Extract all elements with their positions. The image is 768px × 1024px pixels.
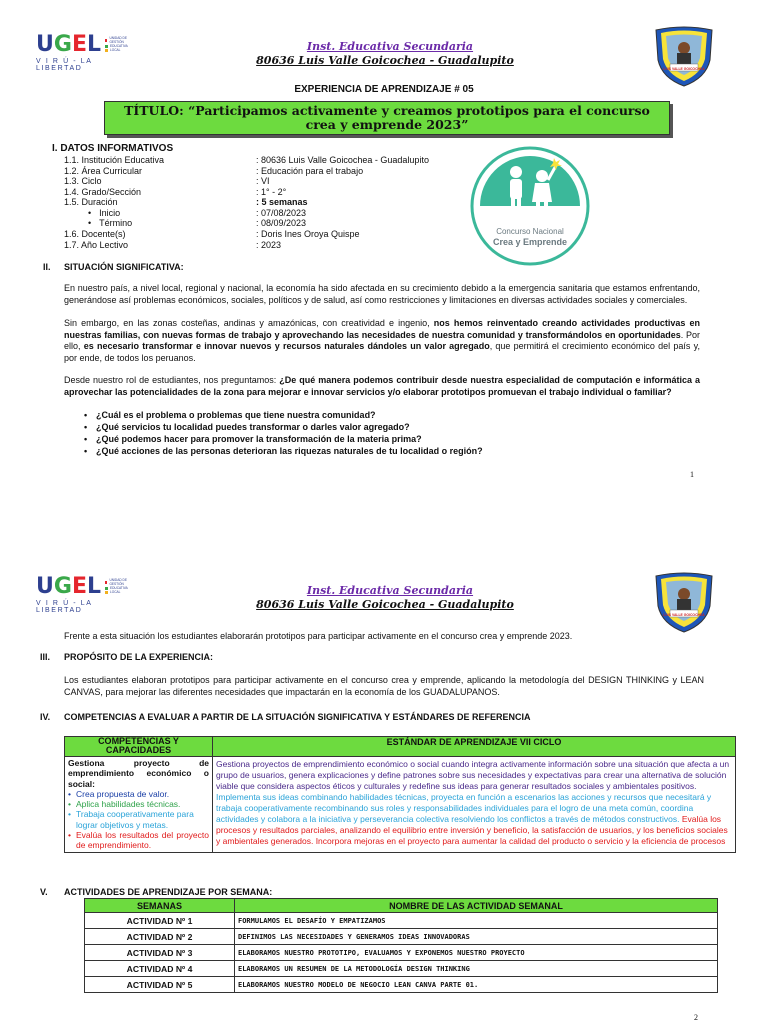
competency-name: Gestiona proyecto de emprendimiento económico o social: [68, 758, 209, 789]
capacity-item: • Evalúa los resultados del proyecto de emprendimiento. [68, 830, 209, 851]
ugel-side-text: EDUCATIVA [110, 586, 128, 590]
section-3-number: III. [40, 652, 51, 662]
logo-line-2: Crea y Emprende [492, 237, 568, 247]
intro-paragraph: Frente a esta situación los estudiantes elaborarán prototipos para participar activamente en el concurso crea y emprende 2023. [64, 631, 573, 641]
ugel-logo: UGEL UNIDAD DE GESTIÓN EDUCATIVA LOCAL V I R Ú - LA LIBERTAD [36, 34, 136, 74]
datos-label: Término [99, 218, 133, 228]
datos-label: 1.5. Duración [64, 197, 118, 207]
ugel-side-text: LOCAL [110, 48, 121, 52]
activity-name: ELABORAMOS UN RESUMEN DE LA METODOLOGÍA DESIGN THINKING [235, 961, 718, 977]
institution-title: Inst. Educativa Secundaria [306, 40, 474, 53]
datos-label: 1.3. Ciclo [64, 176, 102, 186]
experience-heading: EXPERIENCIA DE APRENDIZAJE # 05 [294, 84, 474, 95]
bullet-icon: • [88, 218, 92, 228]
capacity-list [68, 789, 209, 851]
school-shield-icon [652, 570, 716, 634]
para2-bold: es necesario transformar e innovar nuevos y recursos naturales dándoles un valor agregado [83, 341, 490, 351]
section-2-number: II. [43, 262, 51, 272]
school-name: 80636 Luis Valle Goicochea - Guadalupito [256, 54, 514, 67]
standard-text-3: Evalúa los procesos y resultados parciales, analizando el equilibrio entre inversión y beneficio, la satisfacción de usuarios, y los beneficios sociales y ambientales generados. Incorpora mejoras en el proyecto para aumentar la calidad del producto o servicio y la eficiencia de procesos [216, 814, 728, 846]
activity-week: ACTIVIDAD Nº 1 [85, 913, 235, 929]
question-item: • ¿Qué servicios tu localidad puedes transformar o darles valor agregado? [84, 421, 684, 433]
section-5-title: ACTIVIDADES DE APRENDIZAJE POR SEMANA: [64, 887, 273, 897]
activity-week: ACTIVIDAD Nº 4 [85, 961, 235, 977]
activity-week: ACTIVIDAD Nº 3 [85, 945, 235, 961]
datos-label: 1.2. Área Curricular [64, 166, 143, 176]
section-datos-title: I. DATOS INFORMATIVOS [52, 143, 174, 154]
table-row [65, 757, 736, 853]
capacity-item: • Aplica habilidades técnicas. [68, 799, 209, 809]
ugel-side-text: LOCAL [110, 590, 121, 594]
ugel-side-text: UNIDAD DE GESTIÓN [109, 36, 127, 44]
para2-text: Sin embargo, en las zonas costeñas, andinas y amazónicas, con creatividad e ingenio, [64, 318, 434, 328]
situation-paragraph-1: En nuestro país, a nivel local, regional y nacional, la economía ha sido afectada en su crecimiento debido a la emergencia sanitaria que estamos enfrentando, generándose así problemas económicos, sociales, políticos y de salud, así como restricciones y limitaciones en diversas actividades sociales y comerciales. [64, 283, 700, 305]
table-header-row [85, 899, 718, 913]
activity-name: ELABORAMOS NUESTRO PROTOTIPO, EVALUAMOS Y EXPONEMOS NUESTRO PROYECTO [235, 945, 718, 961]
page-number: 1 [690, 470, 694, 479]
datos-value: : 08/09/2023 [256, 218, 307, 228]
activity-name: ELABORAMOS NUESTRO MODELO DE NEGOCIO LEAN CANVA PARTE 01. [235, 977, 718, 993]
para2-bold: nos hemos reinventado creando actividades productivas en nuestras familias, con nuevas formas de trabajo y aprovechando las necesidades de nuestra comunidad y transformándolos en oportunidades [64, 318, 700, 340]
datos-value: : Doris Ines Oroya Quispe [256, 229, 360, 239]
datos-value: : Educación para el trabajo [256, 166, 364, 176]
table-header: NOMBRE DE LAS ACTIVIDAD SEMANAL [235, 899, 718, 913]
table-header: ESTÁNDAR DE APRENDIZAJE VII CICLO [213, 737, 736, 757]
datos-row [64, 187, 287, 197]
ugel-subtitle: V I R Ú - LA LIBERTAD [36, 600, 93, 614]
datos-label: 1.6. Docente(s) [64, 229, 126, 239]
datos-row [64, 197, 308, 207]
page-number: 2 [694, 1013, 698, 1022]
activity-week: ACTIVIDAD Nº 2 [85, 929, 235, 945]
standard-cell [213, 757, 736, 853]
activity-name: FORMULAMOS EL DESAFÍO Y EMPATIZAMOS [235, 913, 718, 929]
para2-text: . Por ello, [64, 329, 700, 351]
datos-label: Inicio [99, 208, 121, 218]
table-row [85, 929, 718, 945]
para3-question: ¿De qué manera podemos contribuir desde nuestra especialidad de computación e informática a aprovechar las potencialidades de la zona para mejorar e innovar servicios y/o elaborar prototipos promuevan el trabajo individual o familiar? [64, 375, 700, 397]
logo-line-1: Concurso Nacional [496, 227, 564, 236]
competency-cell [65, 757, 213, 853]
para3-text: Desde nuestro rol de estudiantes, nos preguntamos: [64, 375, 280, 385]
bullet-icon: • [88, 208, 92, 218]
question-item: • ¿Cuál es el problema o problemas que tiene nuestra comunidad? [84, 409, 684, 421]
activity-name: DEFINIMOS LAS NECESIDADES Y GENERAMOS IDEAS INNOVADORAS [235, 929, 718, 945]
datos-value: : 1° - 2° [256, 187, 287, 197]
table-row [85, 977, 718, 993]
datos-value: : 80636 Luis Valle Goicochea - Guadalupito [256, 155, 429, 165]
datos-row [64, 155, 429, 165]
activities-body [85, 913, 718, 993]
datos-row [64, 229, 360, 239]
experience-title-box [104, 101, 670, 135]
datos-value: : 07/08/2023 [256, 208, 307, 218]
para2-text: , que permitirá el crecimiento económico del país y, por ende, de todos los peruanos. [64, 341, 700, 363]
ugel-subtitle: V I R Ú - LA LIBERTAD [36, 58, 93, 72]
datos-value: : VI [256, 176, 270, 186]
activities-table [84, 898, 718, 993]
table-row [85, 913, 718, 929]
section-4-title: COMPETENCIAS A EVALUAR A PARTIR DE LA SITUACIÓN SIGNIFICATIVA Y ESTÁNDARES DE REFERENCIA [64, 712, 531, 722]
datos-value: : 2023 [256, 240, 282, 250]
activity-week: ACTIVIDAD Nº 5 [85, 977, 235, 993]
question-item: • ¿Qué acciones de las personas deterioran las riquezas naturales de tu localidad o región? [84, 445, 684, 457]
situation-paragraph-3 [64, 375, 700, 398]
table-row [85, 961, 718, 977]
datos-label: 1.1. Institución Educativa [64, 155, 165, 165]
datos-label: 1.4. Grado/Sección [64, 187, 142, 197]
guiding-questions [84, 409, 684, 457]
section-5-number: V. [40, 887, 48, 897]
question-item: • ¿Qué podemos hacer para promover la transformación de la materia prima? [84, 433, 684, 445]
table-header: SEMANAS [85, 899, 235, 913]
purpose-paragraph: Los estudiantes elaboran prototipos para participar activamente en el concurso crea y emprende, aplicando la metodología del DESIGN THINKING y LEAN CANVAS, para mejorar las diferentes necesidades que impactarán en la economía de los GUADALUPANOS. [64, 675, 704, 697]
table-row [85, 945, 718, 961]
table-header: COMPETENCIAS Y CAPACIDADES [65, 737, 213, 757]
capacity-item: • Trabaja cooperativamente para lograr objetivos y metas. [68, 809, 209, 830]
section-4-number: IV. [40, 712, 51, 722]
section-3-title: PROPÓSITO DE LA EXPERIENCIA: [64, 652, 214, 662]
situation-paragraph-2 [64, 318, 700, 364]
ugel-logo: UGEL UNIDAD DE GESTIÓN EDUCATIVA LOCAL V I R Ú - LA LIBERTAD [36, 576, 136, 616]
competency-table [64, 736, 736, 853]
datos-row [88, 218, 307, 228]
ugel-side-text: EDUCATIVA [110, 44, 128, 48]
school-shield-icon [652, 24, 716, 88]
datos-value: : 5 semanas [256, 197, 308, 207]
datos-label: 1.7. Año Lectivo [64, 240, 129, 250]
crea-emprende-logo [470, 146, 590, 266]
school-name: 80636 Luis Valle Goicochea - Guadalupito [256, 598, 514, 611]
standard-text-2: Implementa sus ideas combinando habilidades técnicas, proyecta en función a escenarios las acciones y recursos que necesitará y trabaja cooperativamente recombinando sus roles y responsabilidades individuales para el logro de una meta común, coordina actividades y colabora a la iniciativa y perseverancia colectiva resolviendo los conflictos a través de métodos constructivos. [216, 792, 712, 824]
shield-text: LUIS VALLE GOICOCHEA [663, 613, 705, 617]
table-header-row [65, 737, 736, 757]
capacity-item: • Crea propuesta de valor. [68, 789, 209, 799]
institution-title: Inst. Educativa Secundaria [306, 584, 474, 597]
shield-text: LUIS VALLE GOICOCHEA [663, 67, 705, 71]
standard-text-1: Gestiona proyectos de emprendimiento económico o social cuando integra activamente información sobre una situación que afecta a un grupo de usuarios, genera explicaciones y define patrones sobre sus necesidades y expectativas para crear una alternativa de solución viable que considera aspectos éticos y culturales y redefine sus ideas para generar resultados sociales y ambientales positivos. [216, 759, 730, 791]
section-2-title: SITUACIÓN SIGNIFICATIVA: [64, 262, 184, 272]
experience-title: TÍTULO: “Participamos activamente y creamos prototipos para el concurso crea y emprende 2023” [124, 103, 650, 132]
datos-row [64, 240, 282, 250]
datos-row [88, 208, 307, 218]
datos-row [64, 176, 270, 186]
datos-row [64, 166, 364, 176]
ugel-side-text: UNIDAD DE GESTIÓN [109, 578, 127, 586]
